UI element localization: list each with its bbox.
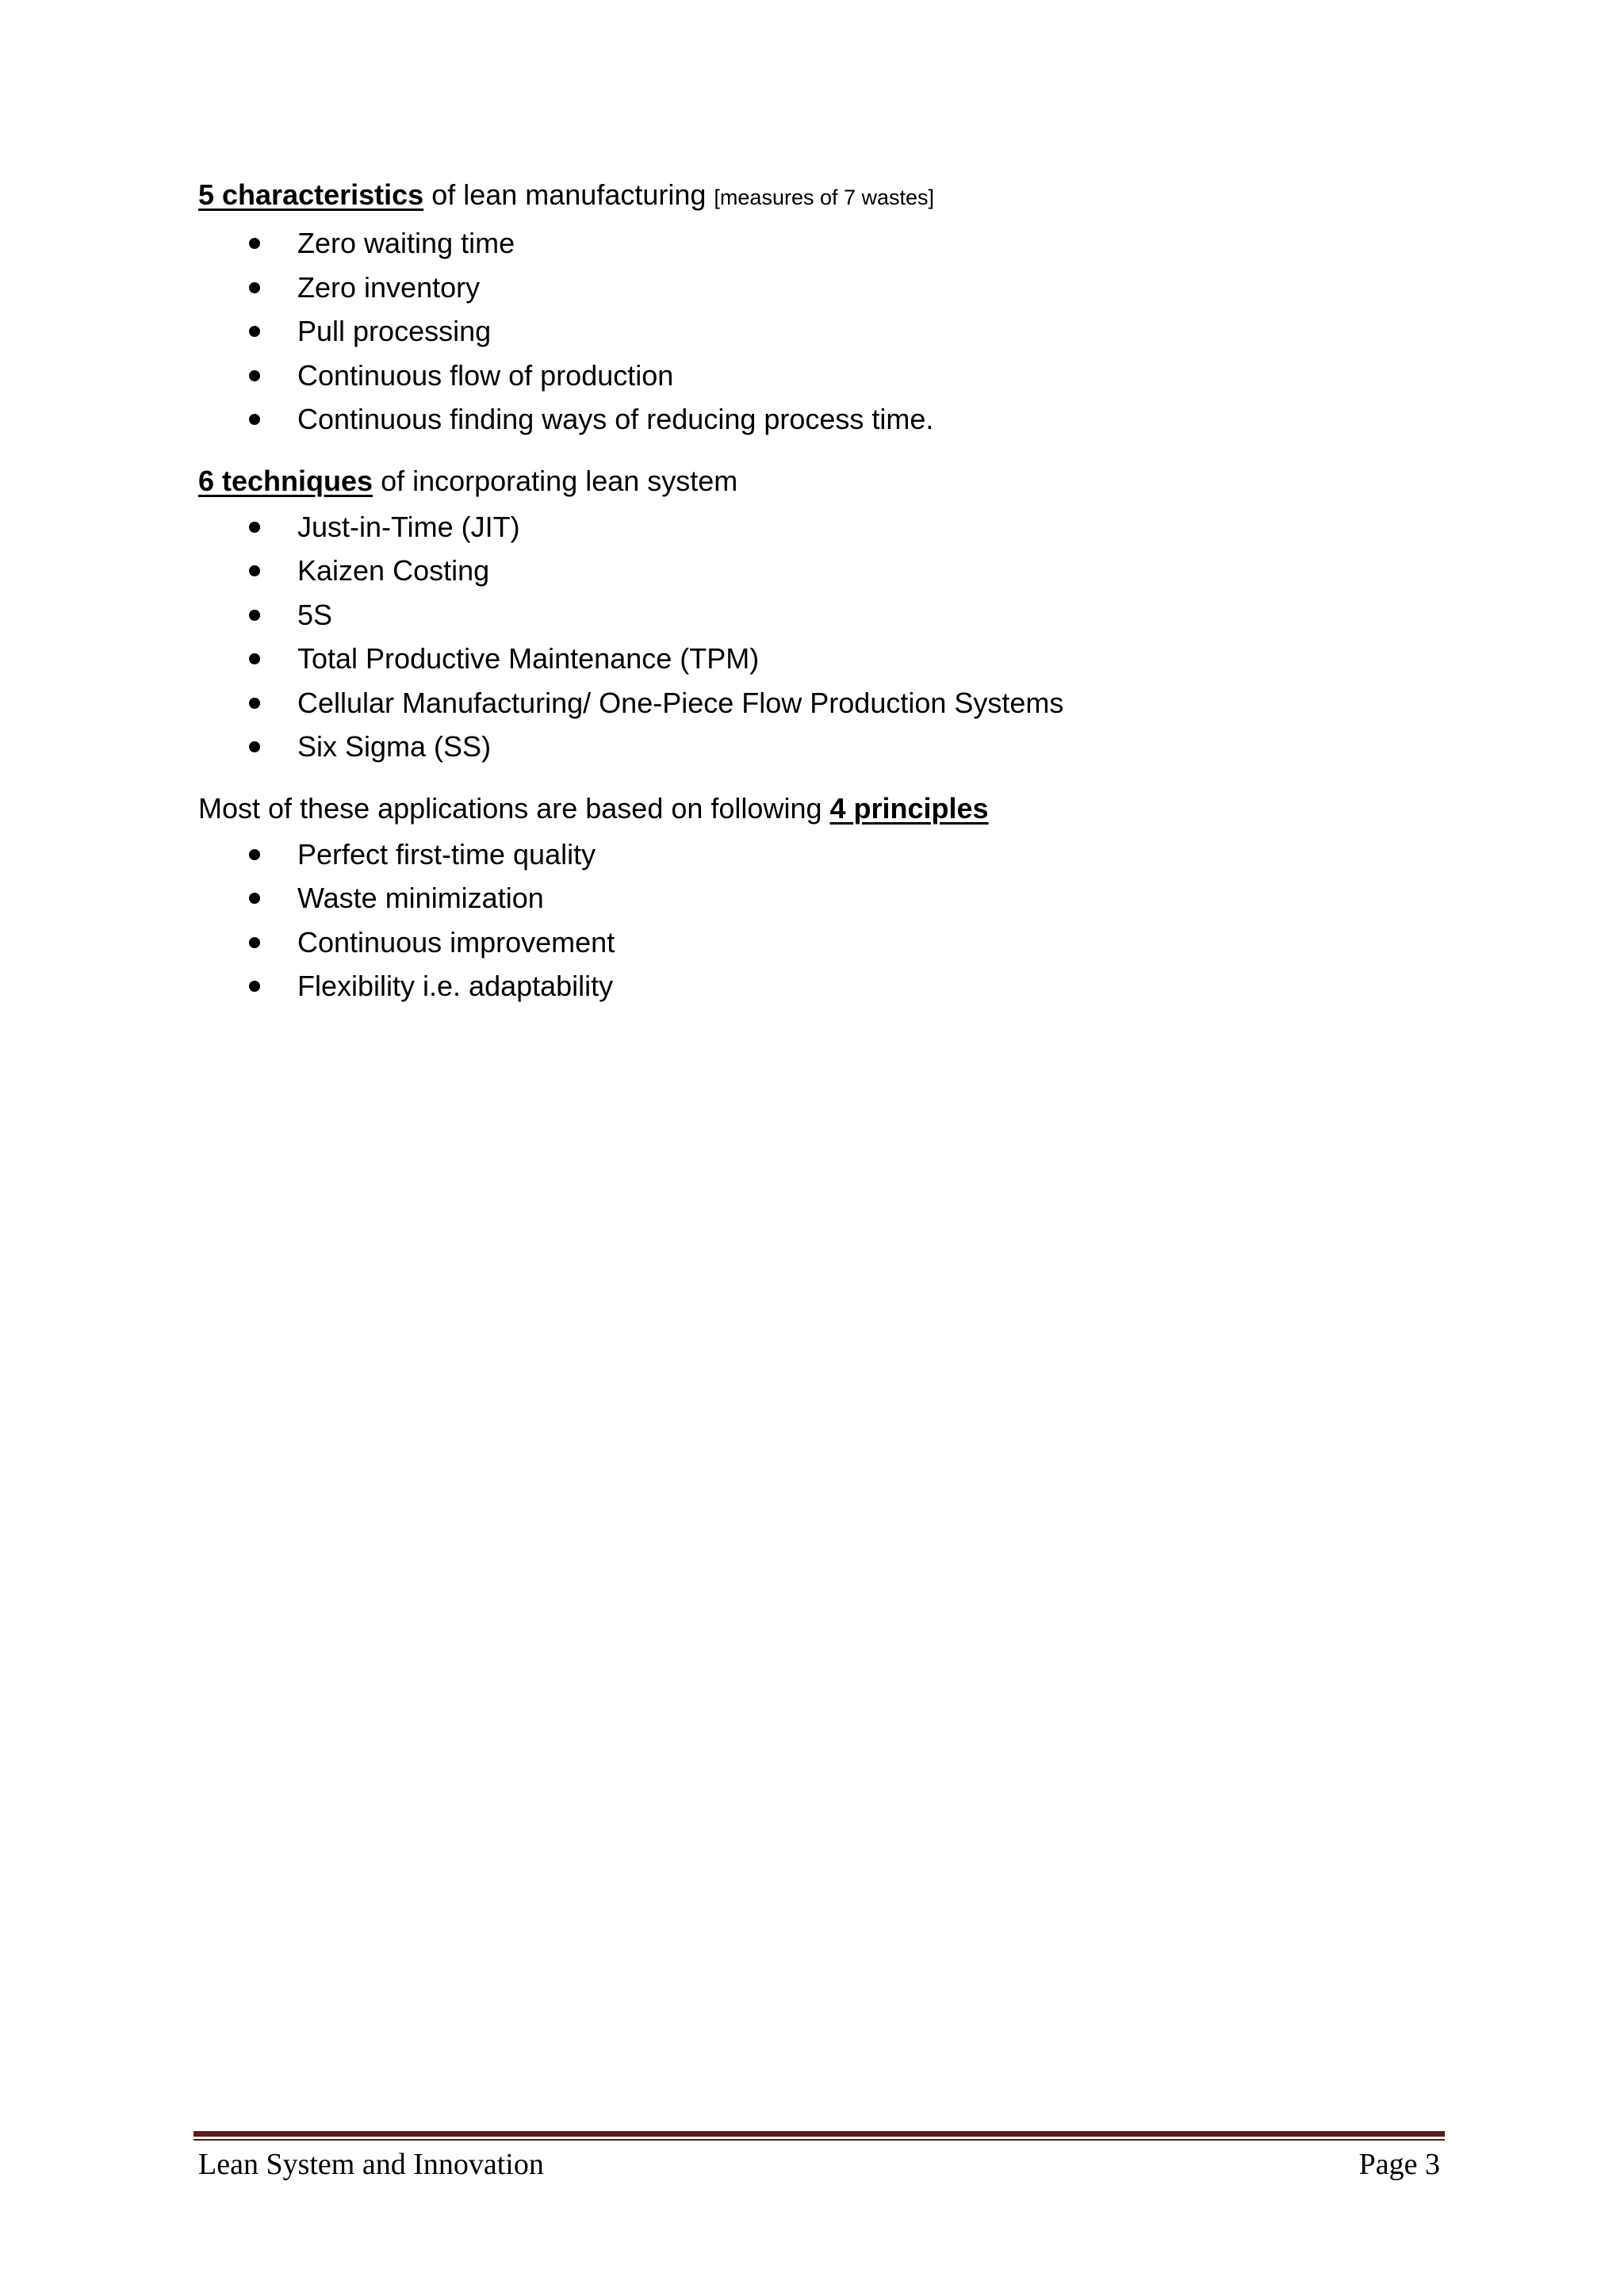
list-item-text: Perfect first-time quality — [297, 837, 596, 871]
page-number: Page 3 — [1358, 2148, 1440, 2181]
footer-divider-thick — [193, 2131, 1445, 2137]
bullet-icon — [249, 937, 260, 948]
principles-heading-lead: Most of these applications are based on following — [198, 791, 830, 825]
list-item — [198, 505, 1435, 549]
list-item-text: Zero waiting time — [297, 227, 515, 259]
principles-section — [198, 788, 1435, 1008]
page-footer — [198, 2145, 1440, 2184]
list-item — [198, 549, 1435, 593]
bullet-icon — [249, 653, 260, 664]
techniques-list — [198, 505, 1435, 769]
list-item — [198, 725, 1435, 769]
list-item — [198, 637, 1435, 681]
bullet-icon — [249, 326, 260, 337]
techniques-section — [198, 461, 1435, 769]
bullet-icon — [249, 893, 260, 904]
list-item — [198, 221, 1435, 266]
bullet-icon — [249, 849, 260, 860]
list-item-text: Just-in-Time (JIT) — [297, 510, 520, 543]
bullet-icon — [249, 698, 260, 709]
techniques-heading-rest: of incorporating lean system — [373, 464, 738, 497]
bullet-icon — [249, 981, 260, 992]
list-item-text: Flexibility i.e. adaptability — [297, 970, 614, 1002]
footer-divider-thin — [193, 2139, 1445, 2141]
list-item — [198, 593, 1435, 637]
principles-heading-strong: 4 principles — [829, 791, 989, 825]
list-item — [198, 876, 1435, 920]
characteristics-heading-rest: of lean manufacturing — [423, 178, 714, 211]
characteristics-section — [198, 174, 1435, 442]
list-item — [198, 266, 1435, 310]
characteristics-heading-note: [measures of 7 wastes] — [714, 186, 935, 209]
bullet-icon — [249, 370, 260, 381]
list-item-text: Six Sigma (SS) — [297, 730, 492, 763]
list-item — [198, 354, 1435, 398]
list-item-text: Pull processing — [297, 315, 492, 347]
list-item-text: Continuous flow of production — [297, 358, 674, 392]
bullet-icon — [249, 414, 260, 425]
list-item — [198, 681, 1435, 725]
footer-divider — [193, 2131, 1445, 2141]
techniques-heading-strong: 6 techniques — [198, 464, 373, 497]
list-item-text: Cellular Manufacturing/ One-Piece Flow Production Systems — [297, 686, 1064, 719]
list-item-text: Kaizen Costing — [297, 554, 490, 587]
bullet-icon — [249, 565, 260, 576]
list-item — [198, 920, 1435, 965]
list-item — [198, 309, 1435, 354]
list-item-text: Zero inventory — [297, 270, 481, 304]
footer-title: Lean System and Innovation — [198, 2148, 544, 2181]
list-item — [198, 832, 1435, 877]
list-item-text: Total Productive Maintenance (TPM) — [297, 642, 760, 675]
list-item-text: 5S — [297, 598, 333, 631]
techniques-heading — [198, 461, 1435, 502]
list-item-text: Waste minimization — [297, 882, 544, 914]
characteristics-heading — [198, 174, 1435, 218]
principles-heading — [198, 788, 1435, 829]
list-item — [198, 964, 1435, 1008]
bullet-icon — [249, 238, 260, 249]
bullet-icon — [249, 610, 260, 621]
bullet-icon — [249, 522, 260, 533]
list-item — [198, 397, 1435, 442]
principles-list — [198, 832, 1435, 1008]
list-item-text: Continuous finding ways of reducing process time. — [297, 403, 934, 435]
document-body — [198, 174, 1435, 1027]
bullet-icon — [249, 282, 260, 293]
characteristics-list — [198, 221, 1435, 442]
bullet-icon — [249, 741, 260, 752]
list-item-text: Continuous improvement — [297, 925, 615, 959]
characteristics-heading-strong: 5 characteristics — [198, 178, 424, 211]
